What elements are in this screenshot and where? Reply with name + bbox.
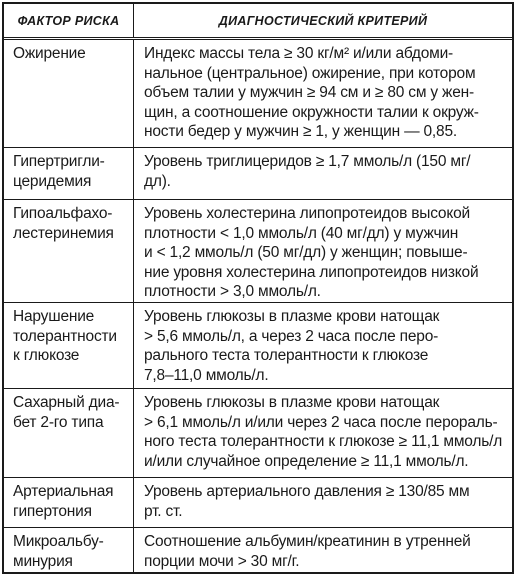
table-row — [4, 40, 512, 147]
table-row — [4, 388, 512, 477]
criterion-cell: Уровень глюкозы в плазме крови натощак > 5,6 ммоль/л, а через 2 часа после перо- рального теста толерантности к глюкозе 7,8–11,0 ммоль/л. — [144, 308, 440, 384]
risk-factor-cell: Гипоальфахо- лестеринемия — [4, 200, 134, 302]
table-row — [4, 302, 512, 388]
risk-factor-cell: Гипертригли- церидемия — [4, 148, 134, 199]
header-diagnostic-criterion: ДИАГНОСТИЧЕСКИЙ КРИТЕРИЙ — [218, 14, 428, 28]
criterion-cell: Уровень триглицеридов ≥ 1,7 ммоль/л (150 мг/ дл). — [144, 153, 471, 190]
criterion-cell: Индекс массы тела ≥ 30 кг/м² и/или абдоми- нальное (центральное) ожирение, при котором объем талии у мужчин ≥ 94 см и ≥ 80 см у жен- щин, а соотношение окружности талии к окруж- ности бедер у мужчин ≥ 1, у женщин — 0,85. — [144, 45, 479, 140]
criterion-cell: Уровень холестерина липопротеидов высокой плотности < 1,0 ммоль/л (40 мг/дл) у мужчин и < 1,2 ммоль/л (50 мг/дл) у женщин; повыше- ние уровня холестерина липопротеидов низкой плотности > 3,0 ммоль/л. — [144, 205, 479, 300]
risk-factor-cell: Микроальбу- минурия — [4, 528, 134, 572]
header-risk-factor: ФАКТОР РИСКА — [4, 4, 134, 38]
criterion-cell: Уровень артериального давления ≥ 130/85 мм рт. ст. — [144, 483, 470, 520]
risk-factor-cell: Артериальная гипертония — [4, 478, 134, 527]
table-row — [4, 527, 512, 572]
criterion-cell: Соотношение альбумин/креатинин в утренней порции мочи > 30 мг/г. — [144, 533, 471, 570]
risk-factor-table — [2, 2, 514, 574]
table-row — [4, 147, 512, 199]
risk-factor-cell: Ожирение — [4, 40, 134, 147]
table-row — [4, 199, 512, 302]
table-header-row — [4, 4, 512, 38]
table-row — [4, 477, 512, 527]
criterion-cell: Уровень глюкозы в плазме крови натощак > 6,1 ммоль/л и/или через 2 часа после перораль- ного теста толерантности к глюкозе ≥ 11,1 ммоль/л и/или случайное определение ≥ 11,1 ммоль/л. — [144, 394, 503, 470]
risk-factor-cell: Сахарный диа- бет 2-го типа — [4, 389, 134, 477]
risk-factor-cell: Нарушение толерантности к глюкозе — [4, 303, 134, 388]
